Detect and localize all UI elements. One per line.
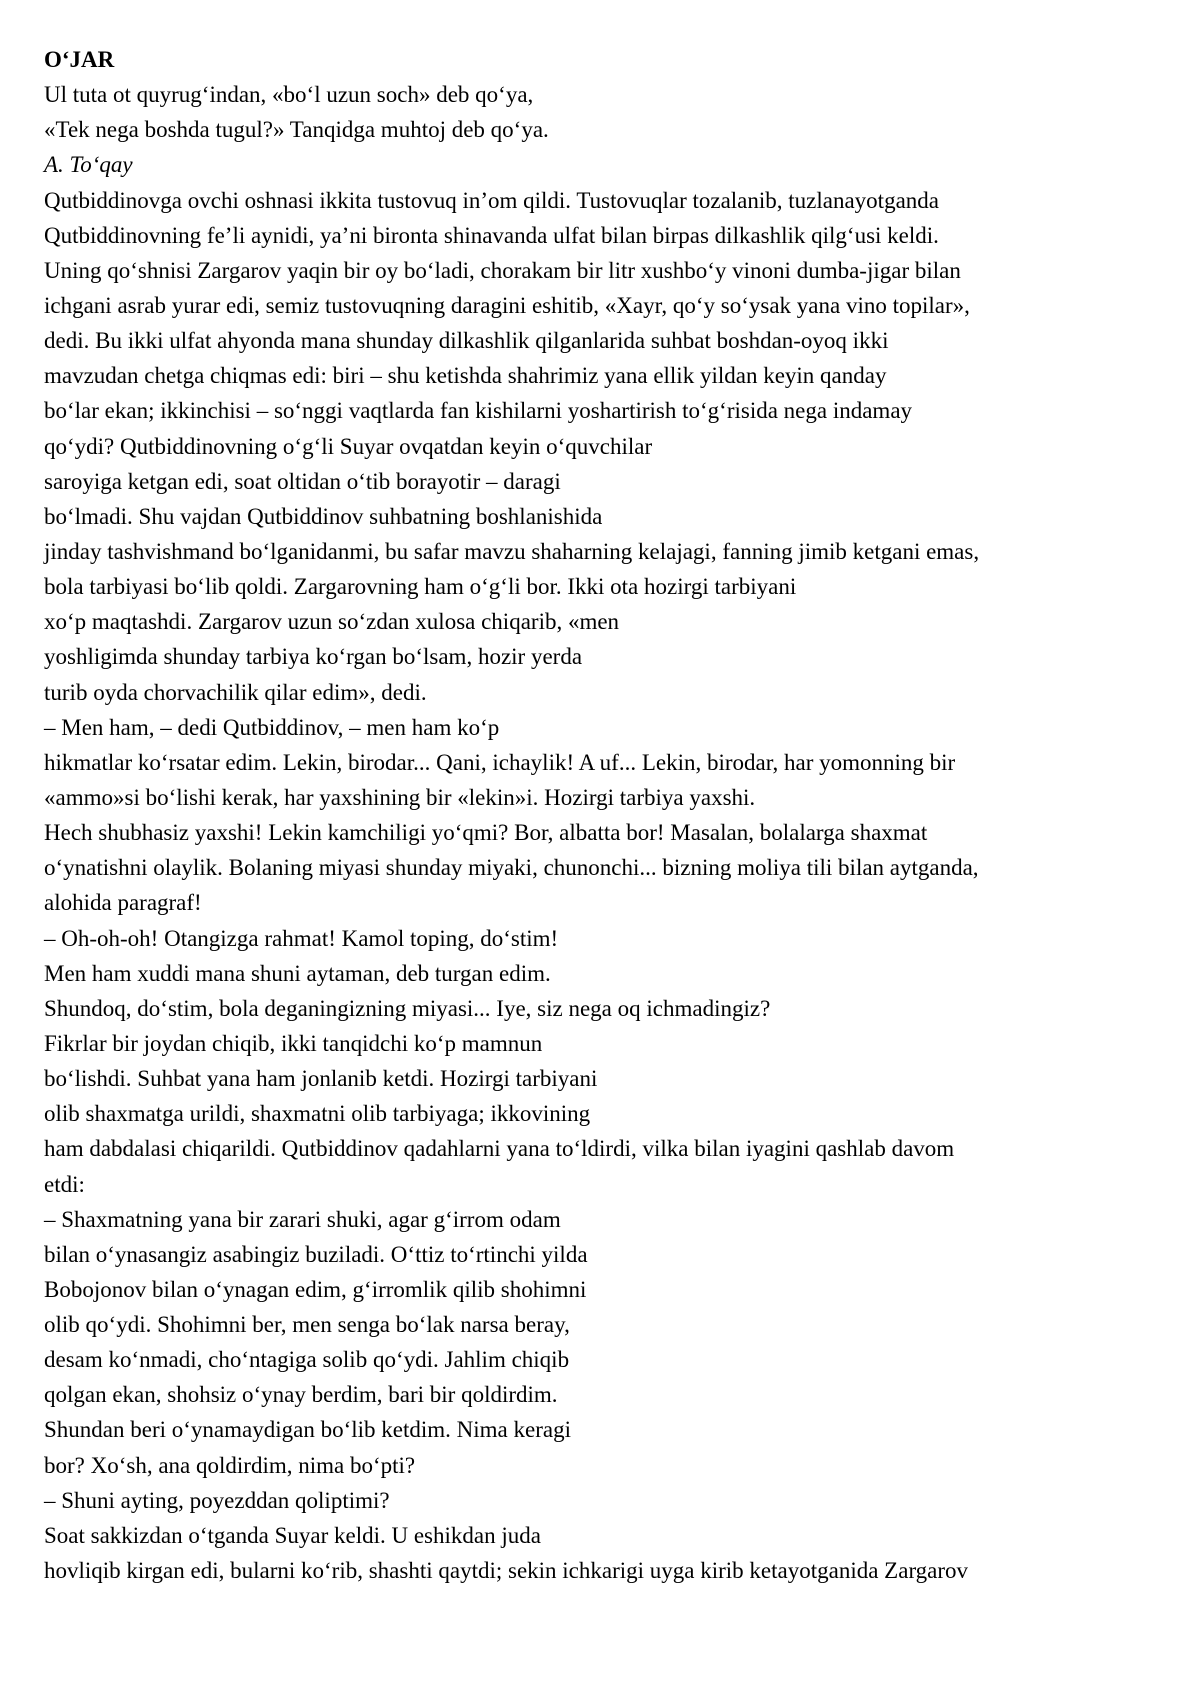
text-line: Bobojonov bilan o‘ynagan edim, g‘irromlik qilib shohimni [44, 1276, 587, 1302]
text-line: hikmatlar ko‘rsatar edim. Lekin, birodar... Qani, ichaylik! A uf... Lekin, birodar, har yomonning bir [44, 749, 956, 775]
text-line: Hech shubhasiz yaxshi! Lekin kamchiligi yo‘qmi? Bor, albatta bor! Masalan, bolalarga shaxmat [44, 820, 928, 846]
text-line: Shundoq, do‘stim, bola deganingizning miyasi... Iye, siz nega oq ichmadingiz? [44, 995, 771, 1021]
epigraph-line: Ul tuta ot quyrug‘indan, «bo‘l uzun soch» deb qo‘ya, [44, 82, 534, 108]
text-line: olib qo‘ydi. Shohimni ber, men senga bo‘lak narsa beray, [44, 1312, 570, 1338]
text-line: dedi. Bu ikki ulfat ahyonda mana shunday dilkashlik qilganlarida suhbat boshdan-oyoq ikki [44, 328, 889, 354]
text-line: bo‘lishdi. Suhbat yana ham jonlanib ketdi. Hozirgi tarbiyani [44, 1066, 598, 1092]
text-line: bola tarbiyasi bo‘lib qoldi. Zargarovning ham o‘g‘li bor. Ikki ota hozirgi tarbiyani [44, 574, 797, 600]
text-line: saroyiga ketgan edi, soat oltidan o‘tib borayotir – daragi [44, 468, 561, 494]
epigraph-line: «Tek nega boshda tugul?» Tanqidga muhtoj deb qo‘ya. [44, 117, 549, 143]
text-line: alohida paragraf! [44, 890, 202, 916]
document-page [44, 42, 1174, 1588]
text-line: yoshligimda shunday tarbiya ko‘rgan bo‘lsam, hozir yerda [44, 644, 583, 670]
text-line: bo‘lar ekan; ikkinchisi – so‘nggi vaqtlarda fan kishilarni yoshartirish to‘g‘risida nega indamay [44, 398, 913, 424]
text-line: Fikrlar bir joydan chiqib, ikki tanqidchi ko‘p mamnun [44, 1030, 543, 1056]
text-line: qolgan ekan, shohsiz o‘ynay berdim, bari bir qoldirdim. [44, 1382, 558, 1408]
text-line: – Men ham, – dedi Qutbiddinov, – men ham ko‘p [44, 714, 500, 740]
text-line: «ammo»si bo‘lishi kerak, har yaxshining bir «lekin»i. Hozirgi tarbiya yaxshi. [44, 784, 756, 810]
text-line: olib shaxmatga urildi, shaxmatni olib tarbiyaga; ikkovining [44, 1101, 591, 1127]
text-line: Qutbiddinovga ovchi oshnasi ikkita tustovuq in’om qildi. Tustovuqlar tozalanib, tuzlanayotganda [44, 187, 939, 213]
text-line: qo‘ydi? Qutbiddinovning o‘g‘li Suyar ovqatdan keyin o‘quvchilar [44, 433, 653, 459]
text-line: ham dabdalasi chiqarildi. Qutbiddinov qadahlarni yana to‘ldirdi, vilka bilan iyagini qashlab davom [44, 1136, 955, 1162]
text-line: – Shaxmatning yana bir zarari shuki, agar g‘irrom odam [44, 1206, 561, 1232]
document-title: O‘JAR [44, 47, 115, 72]
text-line: hovliqib kirgan edi, bularni ko‘rib, shashti qaytdi; sekin ichkarigi uyga kirib ketayotganida Zargarov [44, 1558, 969, 1584]
text-line: Shundan beri o‘ynamaydigan bo‘lib ketdim. Nima keragi [44, 1417, 571, 1443]
text-line: mavzudan chetga chiqmas edi: biri – shu ketishda shahrimiz yana ellik yildan keyin qanday [44, 363, 887, 389]
text-line: Men ham xuddi mana shuni aytaman, deb turgan edim. [44, 960, 551, 986]
text-line: ichgani asrab yurar edi, semiz tustovuqning daragini eshitib, «Xayr, qo‘y so‘ysak yana vino topilar», [44, 292, 970, 318]
text-line: – Shuni ayting, poyezddan qoliptimi? [44, 1487, 390, 1513]
text-line: etdi: [44, 1171, 85, 1197]
text-line: bilan o‘ynasangiz asabingiz buziladi. O‘ttiz to‘rtinchi yilda [44, 1241, 588, 1267]
text-line: turib oyda chorvachilik qilar edim», dedi. [44, 679, 427, 705]
text-line: bor? Xo‘sh, ana qoldirdim, nima bo‘pti? [44, 1452, 416, 1478]
text-line: jinday tashvishmand bo‘lganidanmi, bu safar mavzu shaharning kelajagi, fanning jimib ketgani emas, [44, 538, 980, 564]
text-line: o‘ynatishni olaylik. Bolaning miyasi shunday miyaki, chunonchi... bizning moliya tili bilan aytganda, [44, 855, 979, 881]
text-line: Uning qo‘shnisi Zargarov yaqin bir oy bo‘ladi, chorakam bir litr xushbo‘y vinoni dumba-jigar bilan [44, 257, 961, 283]
text-line: bo‘lmadi. Shu vajdan Qutbiddinov suhbatning boshlanishida [44, 503, 603, 529]
text-line: desam ko‘nmadi, cho‘ntagiga solib qo‘ydi. Jahlim chiqib [44, 1347, 570, 1373]
text-line: xo‘p maqtashdi. Zargarov uzun so‘zdan xulosa chiqarib, «men [44, 609, 620, 635]
text-line: – Oh-oh-oh! Otangizga rahmat! Kamol toping, do‘stim! [44, 925, 559, 951]
epigraph-author: A. To‘qay [44, 152, 133, 178]
text-line: Soat sakkizdan o‘tganda Suyar keldi. U eshikdan juda [44, 1522, 541, 1548]
text-line: Qutbiddinovning fe’li aynidi, ya’ni bironta shinavanda ulfat bilan birpas dilkashlik qilg‘usi keldi. [44, 222, 939, 248]
